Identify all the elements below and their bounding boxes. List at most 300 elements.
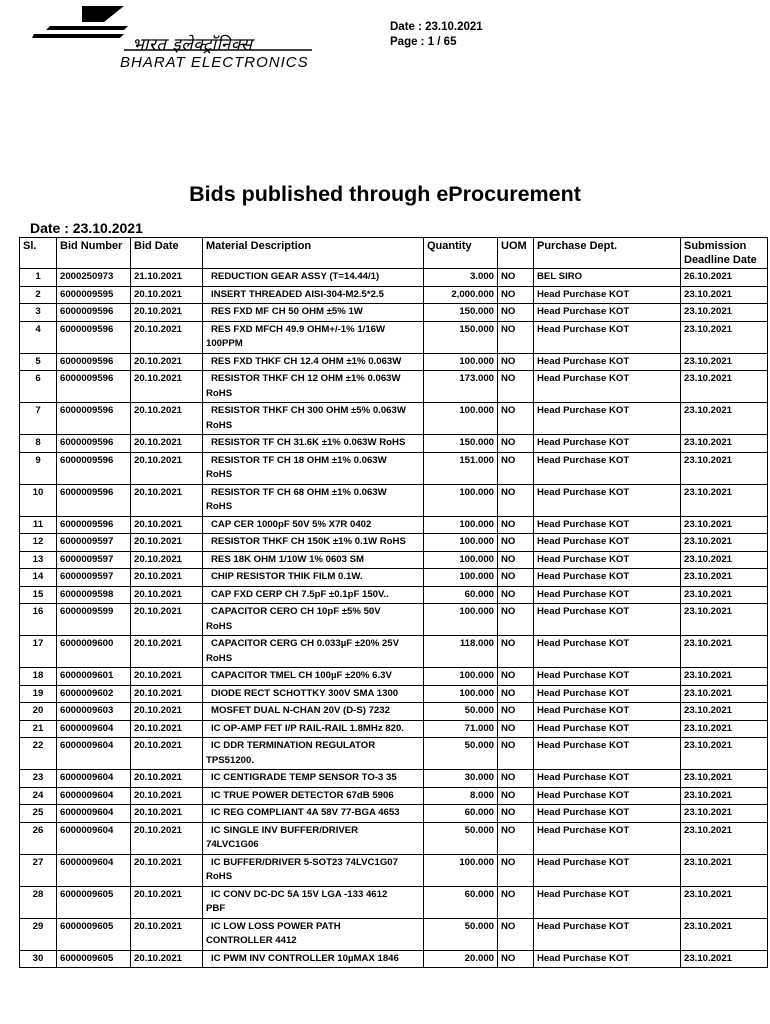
row-quantity: 100.000 [424, 668, 498, 686]
row-sl: 13 [20, 551, 57, 569]
row-material-description [203, 551, 424, 569]
table-row [20, 269, 768, 287]
row-bid-number: 6000009596 [57, 452, 131, 484]
row-bid-date: 20.10.2021 [131, 304, 203, 322]
row-deadline-date: 23.10.2021 [681, 787, 768, 805]
row-bid-date: 20.10.2021 [131, 604, 203, 636]
row-quantity: 100.000 [424, 484, 498, 516]
row-material-description [203, 516, 424, 534]
row-bid-number: 6000009597 [57, 569, 131, 587]
logo-english-text: BHARAT ELECTRONICS [120, 54, 309, 71]
page-meta [390, 20, 483, 50]
row-bid-date: 20.10.2021 [131, 286, 203, 304]
row-purchase-dept: Head Purchase KOT [534, 738, 681, 770]
row-purchase-dept: Head Purchase KOT [534, 668, 681, 686]
row-purchase-dept: Head Purchase KOT [534, 886, 681, 918]
row-bid-number: 6000009599 [57, 604, 131, 636]
row-description-line-2: RoHS [206, 469, 233, 480]
row-description-line-1: RES 18K OHM 1/10W 1% 0603 SM [211, 553, 365, 565]
table-row [20, 918, 768, 950]
row-sl: 4 [20, 321, 57, 353]
row-description-line-1: IC REG COMPLIANT 4A 58V 77-BGA 4653 [211, 807, 400, 818]
row-sl: 12 [20, 534, 57, 552]
row-purchase-dept: Head Purchase KOT [534, 720, 681, 738]
col-header-bid-number: Bid Number [57, 238, 131, 269]
row-description-line-1: IC DDR TERMINATION REGULATOR [211, 740, 376, 751]
print-date: Date : 23.10.2021 [390, 21, 483, 33]
row-bid-number: 6000009605 [57, 918, 131, 950]
row-material-description [203, 435, 424, 453]
row-description-line-1: CAPACITOR CERO CH 10pF ±5% 50V [211, 606, 381, 617]
row-purchase-dept: Head Purchase KOT [534, 286, 681, 304]
row-sl: 21 [20, 720, 57, 738]
row-purchase-dept: Head Purchase KOT [534, 604, 681, 636]
row-material-description [203, 604, 424, 636]
row-bid-number: 6000009596 [57, 435, 131, 453]
row-material-description [203, 770, 424, 788]
row-bid-date: 20.10.2021 [131, 484, 203, 516]
row-description-line-1: IC BUFFER/DRIVER 5-SOT23 74LVC1G07 [211, 856, 398, 868]
row-material-description [203, 886, 424, 918]
row-material-description [203, 738, 424, 770]
row-bid-number: 6000009596 [57, 304, 131, 322]
row-bid-number: 6000009596 [57, 516, 131, 534]
row-uom: NO [498, 886, 534, 918]
row-uom: NO [498, 805, 534, 823]
row-sl: 2 [20, 286, 57, 304]
table-row [20, 551, 768, 569]
row-bid-date: 20.10.2021 [131, 854, 203, 886]
row-material-description [203, 668, 424, 686]
row-sl: 27 [20, 854, 57, 886]
row-bid-date: 20.10.2021 [131, 787, 203, 805]
row-uom: NO [498, 854, 534, 886]
row-bid-date: 20.10.2021 [131, 886, 203, 918]
row-sl: 1 [20, 269, 57, 287]
table-row [20, 452, 768, 484]
table-row [20, 738, 768, 770]
row-sl: 22 [20, 738, 57, 770]
row-purchase-dept: Head Purchase KOT [534, 435, 681, 453]
table-row [20, 685, 768, 703]
table-row [20, 854, 768, 886]
row-bid-number: 6000009596 [57, 403, 131, 435]
row-description-line-1: IC OP-AMP FET I/P RAIL-RAIL 1.8MHz 820. [211, 722, 404, 734]
row-quantity: 60.000 [424, 805, 498, 823]
row-purchase-dept: BEL SIRO [534, 269, 681, 287]
row-quantity: 150.000 [424, 435, 498, 453]
row-bid-date: 20.10.2021 [131, 770, 203, 788]
row-sl: 10 [20, 484, 57, 516]
row-deadline-date: 23.10.2021 [681, 950, 768, 968]
row-sl: 30 [20, 950, 57, 968]
col-header-bid-date: Bid Date [131, 238, 203, 269]
row-quantity: 100.000 [424, 854, 498, 886]
row-quantity: 20.000 [424, 950, 498, 968]
row-purchase-dept: Head Purchase KOT [534, 569, 681, 587]
row-uom: NO [498, 452, 534, 484]
row-sl: 15 [20, 586, 57, 604]
row-sl: 29 [20, 918, 57, 950]
row-quantity: 50.000 [424, 738, 498, 770]
row-description-line-2: 74LVC1G06 [206, 839, 259, 850]
row-description-line-1: IC LOW LOSS POWER PATH [211, 920, 341, 932]
row-sl: 14 [20, 569, 57, 587]
row-uom: NO [498, 403, 534, 435]
row-material-description [203, 854, 424, 886]
row-bid-number: 6000009605 [57, 886, 131, 918]
row-bid-number: 2000250973 [57, 269, 131, 287]
row-uom: NO [498, 703, 534, 721]
row-description-line-2: CONTROLLER 4412 [206, 935, 297, 946]
row-quantity: 100.000 [424, 685, 498, 703]
row-purchase-dept: Head Purchase KOT [534, 950, 681, 968]
row-purchase-dept: Head Purchase KOT [534, 534, 681, 552]
row-sl: 11 [20, 516, 57, 534]
row-bid-date: 20.10.2021 [131, 668, 203, 686]
row-bid-date: 20.10.2021 [131, 738, 203, 770]
row-bid-date: 20.10.2021 [131, 551, 203, 569]
row-material-description [203, 586, 424, 604]
table-row [20, 371, 768, 403]
row-uom: NO [498, 770, 534, 788]
row-uom: NO [498, 685, 534, 703]
row-deadline-date: 23.10.2021 [681, 569, 768, 587]
col-header-sl: Sl. [20, 238, 57, 269]
row-description-line-1: RESISTOR TF CH 31.6K ±1% 0.063W RoHS [211, 437, 406, 448]
row-purchase-dept: Head Purchase KOT [534, 586, 681, 604]
row-description-line-1: RESISTOR THKF CH 12 OHM ±1% 0.063W [211, 373, 401, 384]
col-header-uom: UOM [498, 238, 534, 269]
row-quantity: 100.000 [424, 516, 498, 534]
row-bid-number: 6000009595 [57, 286, 131, 304]
row-deadline-date: 23.10.2021 [681, 738, 768, 770]
row-bid-date: 20.10.2021 [131, 805, 203, 823]
row-deadline-date: 23.10.2021 [681, 353, 768, 371]
table-row [20, 321, 768, 353]
row-bid-date: 20.10.2021 [131, 685, 203, 703]
row-uom: NO [498, 371, 534, 403]
table-row [20, 636, 768, 668]
row-material-description [203, 269, 424, 287]
row-sl: 20 [20, 703, 57, 721]
row-bid-number: 6000009604 [57, 854, 131, 886]
row-description-line-1: RES FXD MFCH 49.9 OHM+/-1% 1/16W [211, 323, 386, 335]
row-material-description [203, 822, 424, 854]
row-bid-number: 6000009596 [57, 371, 131, 403]
row-purchase-dept: Head Purchase KOT [534, 353, 681, 371]
row-uom: NO [498, 286, 534, 304]
col-header-quantity: Quantity [424, 238, 498, 269]
table-row [20, 720, 768, 738]
row-purchase-dept: Head Purchase KOT [534, 787, 681, 805]
row-quantity: 71.000 [424, 720, 498, 738]
row-description-line-2: 100PPM [206, 338, 243, 349]
row-sl: 24 [20, 787, 57, 805]
table-row [20, 950, 768, 968]
col-header-material-description: Material Description [203, 238, 424, 269]
row-sl: 25 [20, 805, 57, 823]
row-purchase-dept: Head Purchase KOT [534, 304, 681, 322]
row-sl: 5 [20, 353, 57, 371]
row-uom: NO [498, 822, 534, 854]
row-purchase-dept: Head Purchase KOT [534, 805, 681, 823]
row-bid-date: 20.10.2021 [131, 435, 203, 453]
table-row [20, 805, 768, 823]
table-row [20, 604, 768, 636]
row-bid-date: 20.10.2021 [131, 720, 203, 738]
row-quantity: 100.000 [424, 604, 498, 636]
row-deadline-date: 23.10.2021 [681, 534, 768, 552]
row-purchase-dept: Head Purchase KOT [534, 484, 681, 516]
row-material-description [203, 534, 424, 552]
row-material-description [203, 304, 424, 322]
row-description-line-1: RES FXD THKF CH 12.4 OHM ±1% 0.063W [211, 355, 402, 367]
row-bid-date: 20.10.2021 [131, 822, 203, 854]
row-description-line-1: RESISTOR TF CH 68 OHM ±1% 0.063W [211, 486, 387, 498]
row-deadline-date: 23.10.2021 [681, 703, 768, 721]
row-deadline-date: 23.10.2021 [681, 484, 768, 516]
table-row [20, 484, 768, 516]
row-uom: NO [498, 353, 534, 371]
row-deadline-date: 23.10.2021 [681, 822, 768, 854]
row-bid-date: 20.10.2021 [131, 569, 203, 587]
row-description-line-1: REDUCTION GEAR ASSY (T=14.44/1) [211, 271, 380, 282]
row-material-description [203, 787, 424, 805]
row-material-description [203, 685, 424, 703]
table-row [20, 534, 768, 552]
row-purchase-dept: Head Purchase KOT [534, 516, 681, 534]
row-material-description [203, 321, 424, 353]
row-purchase-dept: Head Purchase KOT [534, 770, 681, 788]
row-purchase-dept: Head Purchase KOT [534, 321, 681, 353]
row-purchase-dept: Head Purchase KOT [534, 371, 681, 403]
row-deadline-date: 23.10.2021 [681, 668, 768, 686]
row-bid-number: 6000009604 [57, 770, 131, 788]
row-uom: NO [498, 516, 534, 534]
report-date: Date : 23.10.2021 [30, 220, 143, 236]
row-sl: 8 [20, 435, 57, 453]
row-sl: 16 [20, 604, 57, 636]
row-description-line-1: RESISTOR THKF CH 300 OHM ±5% 0.063W [211, 405, 406, 416]
row-description-line-1: DIODE RECT SCHOTTKY 300V SMA 1300 [211, 687, 399, 699]
row-uom: NO [498, 787, 534, 805]
table-row [20, 304, 768, 322]
table-row [20, 435, 768, 453]
row-quantity: 150.000 [424, 321, 498, 353]
row-bid-date: 20.10.2021 [131, 918, 203, 950]
row-quantity: 118.000 [424, 636, 498, 668]
row-deadline-date: 23.10.2021 [681, 403, 768, 435]
row-purchase-dept: Head Purchase KOT [534, 854, 681, 886]
row-bid-date: 20.10.2021 [131, 703, 203, 721]
row-description-line-1: CAP FXD CERP CH 7.5pF ±0.1pF 150V.. [211, 588, 389, 600]
row-deadline-date: 23.10.2021 [681, 452, 768, 484]
row-description-line-1: IC PWM INV CONTROLLER 10µMAX 1846 [211, 952, 399, 964]
row-deadline-date: 23.10.2021 [681, 516, 768, 534]
row-bid-number: 6000009596 [57, 321, 131, 353]
row-material-description [203, 569, 424, 587]
page-number: Page : 1 / 65 [390, 36, 457, 48]
row-description-line-1: MOSFET DUAL N-CHAN 20V (D-S) 7232 [211, 705, 390, 716]
table-row [20, 787, 768, 805]
row-sl: 19 [20, 685, 57, 703]
row-description-line-1: CHIP RESISTOR THIK FILM 0.1W. [211, 571, 363, 582]
row-bid-date: 20.10.2021 [131, 321, 203, 353]
row-sl: 7 [20, 403, 57, 435]
row-material-description [203, 703, 424, 721]
row-uom: NO [498, 668, 534, 686]
row-purchase-dept: Head Purchase KOT [534, 822, 681, 854]
row-sl: 18 [20, 668, 57, 686]
table-header-row [20, 238, 768, 269]
row-deadline-date: 23.10.2021 [681, 918, 768, 950]
row-uom: NO [498, 534, 534, 552]
row-description-line-2: RoHS [206, 871, 233, 882]
row-uom: NO [498, 569, 534, 587]
row-bid-number: 6000009600 [57, 636, 131, 668]
row-material-description [203, 286, 424, 304]
row-deadline-date: 23.10.2021 [681, 636, 768, 668]
row-material-description [203, 452, 424, 484]
row-description-line-1: RESISTOR THKF CH 150K ±1% 0.1W RoHS [211, 536, 406, 547]
row-material-description [203, 484, 424, 516]
row-bid-number: 6000009596 [57, 353, 131, 371]
row-uom: NO [498, 604, 534, 636]
table-row [20, 286, 768, 304]
row-deadline-date: 23.10.2021 [681, 854, 768, 886]
row-bid-number: 6000009603 [57, 703, 131, 721]
row-bid-date: 20.10.2021 [131, 403, 203, 435]
row-quantity: 60.000 [424, 586, 498, 604]
table-row [20, 353, 768, 371]
row-sl: 9 [20, 452, 57, 484]
row-deadline-date: 23.10.2021 [681, 435, 768, 453]
row-description-line-2: RoHS [206, 419, 233, 431]
row-bid-number: 6000009604 [57, 822, 131, 854]
row-quantity: 50.000 [424, 822, 498, 854]
row-description-line-2: RoHS [206, 620, 233, 632]
bids-table [19, 237, 768, 968]
row-bid-date: 20.10.2021 [131, 371, 203, 403]
row-material-description [203, 403, 424, 435]
company-logo [32, 4, 332, 72]
row-deadline-date: 23.10.2021 [681, 604, 768, 636]
row-bid-date: 20.10.2021 [131, 353, 203, 371]
row-uom: NO [498, 269, 534, 287]
row-bid-date: 20.10.2021 [131, 950, 203, 968]
row-purchase-dept: Head Purchase KOT [534, 703, 681, 721]
row-sl: 3 [20, 304, 57, 322]
row-bid-date: 20.10.2021 [131, 586, 203, 604]
row-uom: NO [498, 551, 534, 569]
row-description-line-1: IC SINGLE INV BUFFER/DRIVER [211, 824, 359, 836]
row-quantity: 151.000 [424, 452, 498, 484]
row-material-description [203, 918, 424, 950]
table-row [20, 403, 768, 435]
table-row [20, 770, 768, 788]
row-description-line-2: TPS51200. [206, 754, 255, 766]
row-quantity: 100.000 [424, 353, 498, 371]
row-sl: 26 [20, 822, 57, 854]
row-bid-date: 21.10.2021 [131, 269, 203, 287]
row-bid-number: 6000009597 [57, 534, 131, 552]
row-deadline-date: 23.10.2021 [681, 551, 768, 569]
row-description-line-2: RoHS [206, 652, 233, 664]
row-quantity: 100.000 [424, 569, 498, 587]
row-quantity: 60.000 [424, 886, 498, 918]
row-quantity: 8.000 [424, 787, 498, 805]
row-bid-number: 6000009602 [57, 685, 131, 703]
row-description-line-1: IC TRUE POWER DETECTOR 67dB 5906 [211, 789, 394, 801]
row-quantity: 50.000 [424, 918, 498, 950]
row-description-line-1: CAPACITOR CERG CH 0.033µF ±20% 25V [211, 638, 399, 649]
table-row [20, 668, 768, 686]
row-quantity: 30.000 [424, 770, 498, 788]
row-quantity: 100.000 [424, 551, 498, 569]
table-row [20, 516, 768, 534]
row-material-description [203, 720, 424, 738]
row-deadline-date: 23.10.2021 [681, 805, 768, 823]
row-bid-number: 6000009605 [57, 950, 131, 968]
row-sl: 28 [20, 886, 57, 918]
row-description-line-1: RESISTOR TF CH 18 OHM ±1% 0.063W [211, 454, 387, 466]
row-description-line-1: CAP CER 1000pF 50V 5% X7R 0402 [211, 518, 372, 530]
col-header-purchase-dept: Purchase Dept. [534, 238, 681, 269]
row-description-line-2: RoHS [206, 387, 233, 399]
row-deadline-date: 23.10.2021 [681, 886, 768, 918]
row-quantity: 173.000 [424, 371, 498, 403]
row-uom: NO [498, 321, 534, 353]
row-uom: NO [498, 918, 534, 950]
row-material-description [203, 353, 424, 371]
row-uom: NO [498, 636, 534, 668]
row-description-line-1: IC CONV DC-DC 5A 15V LGA -133 4612 [211, 888, 388, 900]
row-deadline-date: 23.10.2021 [681, 720, 768, 738]
row-purchase-dept: Head Purchase KOT [534, 452, 681, 484]
row-deadline-date: 23.10.2021 [681, 586, 768, 604]
row-description-line-1: INSERT THREADED AISI-304-M2.5*2.5 [211, 288, 384, 300]
row-material-description [203, 636, 424, 668]
row-uom: NO [498, 435, 534, 453]
row-description-line-1: IC CENTIGRADE TEMP SENSOR TO-3 35 [211, 772, 397, 783]
row-bid-number: 6000009604 [57, 738, 131, 770]
row-sl: 23 [20, 770, 57, 788]
row-deadline-date: 23.10.2021 [681, 286, 768, 304]
row-purchase-dept: Head Purchase KOT [534, 551, 681, 569]
row-description-line-2: RoHS [206, 501, 233, 512]
row-uom: NO [498, 720, 534, 738]
row-purchase-dept: Head Purchase KOT [534, 403, 681, 435]
row-description-line-2: PBF [206, 903, 226, 914]
row-quantity: 100.000 [424, 403, 498, 435]
row-deadline-date: 23.10.2021 [681, 685, 768, 703]
row-quantity: 150.000 [424, 304, 498, 322]
col-header-submission-deadline: Submission Deadline Date [681, 238, 768, 269]
row-quantity: 100.000 [424, 534, 498, 552]
row-deadline-date: 23.10.2021 [681, 770, 768, 788]
row-bid-number: 6000009597 [57, 551, 131, 569]
row-uom: NO [498, 304, 534, 322]
row-deadline-date: 23.10.2021 [681, 321, 768, 353]
row-uom: NO [498, 738, 534, 770]
row-quantity: 2,000.000 [424, 286, 498, 304]
logo-hindi-text: भारत इलेक्ट्रॉनिक्स [132, 35, 253, 55]
table-row [20, 886, 768, 918]
row-description-line-1: CAPACITOR TMEL CH 100µF ±20% 6.3V [211, 670, 392, 681]
row-sl: 17 [20, 636, 57, 668]
row-bid-number: 6000009596 [57, 484, 131, 516]
